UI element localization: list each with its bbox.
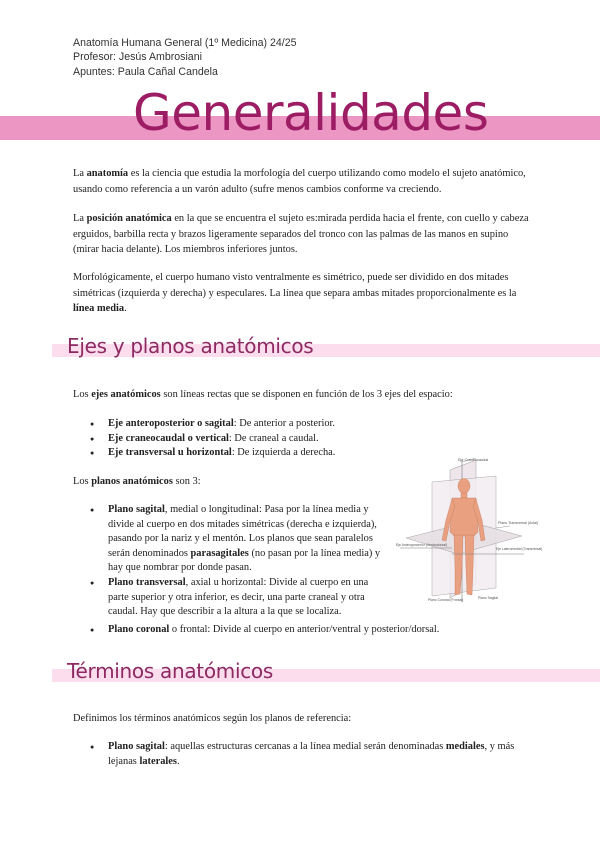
section-title-axes-planes: Ejes y planos anatómicos (67, 334, 314, 358)
document-header (73, 36, 297, 79)
figure-label: Plano Sagital (478, 596, 498, 600)
list-item: ● Eje anteroposterior o sagital: De anterior a posterior. (90, 417, 490, 432)
list-item: ● Plano coronal o frontal: Divide al cuerpo en anterior/ventral y posterior/dorsal. (90, 623, 550, 638)
notes-author-line: Apuntes: Paula Cañal Candela (73, 65, 218, 78)
planes-intro: Los planos anatómicos son 3: (73, 476, 201, 487)
list-item: ● Plano sagital: aquellas estructuras cercanas a la línea medial serán denominadas mediales, y más lejanas laterales. (90, 740, 535, 769)
planes-list (90, 503, 390, 620)
section-title-terms: Términos anatómicos (67, 659, 273, 683)
course-line: Anatomía Humana General (1º Medicina) 24/25 (73, 37, 297, 49)
page-title: Generalidades (133, 84, 489, 142)
figure-label: Plano Transversal (Axial) (498, 521, 538, 525)
list-item: ● Plano transversal, axial u horizontal: Divide al cuerpo en una parte superior y otra inferior, es decir, una parte craneal y otra caudal. Hay que describir a la altura a la que se localiza. (90, 576, 390, 620)
figure-label: Eje Anteroposterior (Ventrodorsal) (396, 543, 448, 547)
terms-intro: Definimos los términos anatómicos según los planos de referencia: (73, 713, 352, 724)
list-item: ● Eje craneocaudal o vertical: De craneal a caudal. (90, 432, 490, 447)
paragraph-symmetry: Morfológicamente, el cuerpo humano visto ventralmente es simétrico, puede ser dividido en dos mitades simétricas (izquierda y derecha) y especulares. La línea que separa ambas mitades proporcionalmente es la línea media. (73, 272, 517, 315)
figure-label: Eje Craneocaudal (458, 458, 489, 462)
terms-list (90, 740, 535, 769)
axes-list (90, 417, 490, 461)
figure-label: Plano Coronal (Frontal) (428, 598, 464, 602)
list-item: ● Plano sagital, medial o longitudinal: Pasa por la línea media y divide al cuerpo en dos mitades simétricas (derecha e izquierda), pasando por la nariz y el mentón. Los planos que sean paralelos serán denominados parasagitales (no pasan por la línea media) y hay que nombrar por donde pasan. (90, 503, 390, 576)
figure-label: Eje Lateromedial (Transversal) (496, 547, 543, 551)
axes-intro: Los ejes anatómicos son líneas rectas que se disponen en función de los 3 ejes del espacio: (73, 389, 453, 400)
professor-line: Profesor: Jesús Ambrosiani (73, 51, 202, 64)
planes-list-coronal (90, 623, 550, 638)
list-item: ● Eje transversal u horizontal: De izquierda a derecha. (90, 446, 490, 461)
paragraph-anatomy: La anatomía es la ciencia que estudia la morfología del cuerpo utilizando como modelo el sujeto anatómico, usando como referencia a un varón adulto (sufre menos cambios conforme va creciendo. (73, 168, 526, 195)
paragraph-anatomical-position: La posición anatómica en la que se encuentra el sujeto es:mirada perdida hacia el frente, con cuello y cabeza erguidos, barbilla recta y brazos ligeramente separados del tronco con las palmas de las manos en supino (mirar hacia delante). Los miembros inferiores juntos. (73, 213, 529, 256)
anatomical-planes-figure (392, 456, 543, 606)
